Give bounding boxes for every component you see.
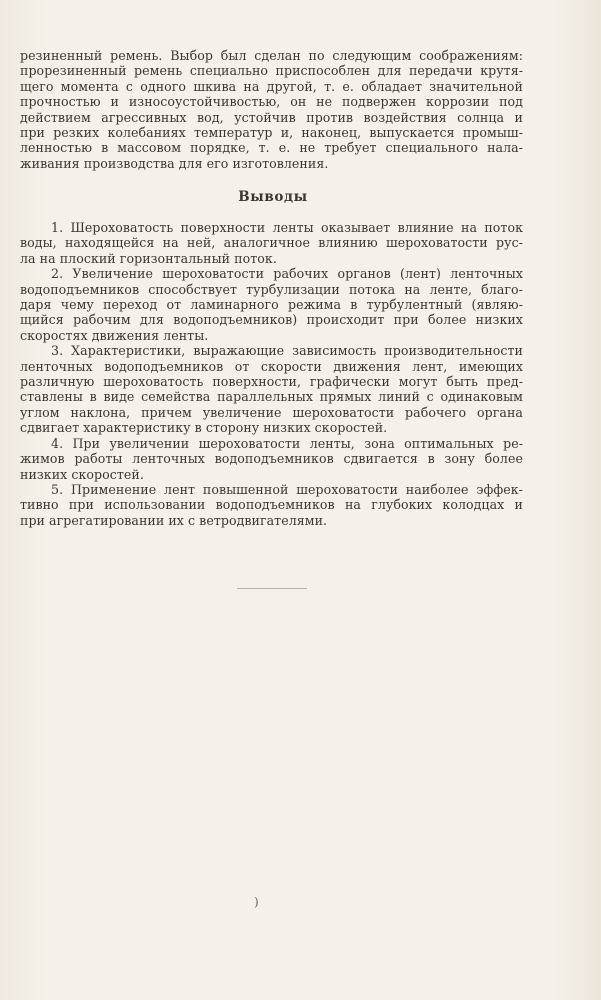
text-line: жимов работы ленточных водоподъемников сдвигается в зону более bbox=[20, 451, 523, 467]
text-line: низких скоростей. bbox=[20, 466, 144, 482]
text-line: ленностью в массовом порядке, т. е. не требует специального нала- bbox=[20, 140, 523, 156]
text-line: ставлены в виде семейства параллельных прямых линий с одинаковым bbox=[20, 389, 523, 405]
conclusion-item-3 bbox=[20, 343, 523, 435]
conclusions-list bbox=[20, 220, 523, 528]
text-line: резиненный ремень. Выбор был сделан по следующим соображениям: bbox=[20, 48, 523, 63]
intro-paragraph bbox=[20, 48, 523, 171]
text-line: при агрегатировании их с ветродвигателями. bbox=[20, 512, 328, 528]
text-line: водоподъемников способствует турбулизации потока на ленте, благо- bbox=[20, 281, 523, 297]
text-line: даря чему переход от ламинарного режима в турбулентный (являю- bbox=[20, 297, 523, 313]
section-divider bbox=[237, 588, 307, 589]
conclusion-item-1 bbox=[20, 220, 523, 266]
text-line: прорезиненный ремень специально приспособлен для передачи крутя- bbox=[20, 63, 523, 79]
text-line: при резких колебаниях температур и, наконец, выпускается промыш- bbox=[20, 125, 523, 141]
text-line: ла на плоский горизонтальный поток. bbox=[20, 250, 277, 266]
conclusion-item-2 bbox=[20, 266, 523, 343]
text-line: прочностью и износоустойчивостью, он не подвержен коррозии под bbox=[20, 94, 523, 110]
text-line: живания производства для его изготовления. bbox=[20, 155, 329, 171]
conclusion-item-4 bbox=[20, 436, 523, 482]
page-folio-mark: ) bbox=[254, 895, 259, 909]
conclusion-item-5 bbox=[20, 482, 523, 528]
text-line: 1. Шероховатость поверхности ленты оказывает влияние на поток bbox=[51, 220, 523, 235]
text-line: 2. Увеличение шероховатости рабочих органов (лент) ленточных bbox=[51, 266, 523, 282]
text-line: щийся рабочим для водоподъемников) происходит при более низких bbox=[20, 312, 523, 328]
text-line: ленточных водоподъемников от скорости движения лент, имеющих bbox=[20, 358, 523, 374]
text-line: углом наклона, причем увеличение шероховатости рабочего органа bbox=[20, 404, 523, 420]
text-line: 3. Характеристики, выражающие зависимость производительности bbox=[51, 343, 523, 359]
text-line: действием агрессивных вод, устойчив против воздействия солнца и bbox=[20, 109, 523, 125]
section-heading: Выводы bbox=[238, 189, 308, 205]
text-line: воды, находящейся на ней, аналогичное влиянию шероховатости рус- bbox=[20, 235, 523, 251]
text-line: 5. Применение лент повышенной шероховатости наиболее эффек- bbox=[51, 481, 523, 497]
text-line: скоростях движения ленты. bbox=[20, 327, 209, 343]
text-line: щего момента с одного шкива на другой, т. е. обладает значительной bbox=[20, 78, 523, 94]
text-line: тивно при использовании водоподъемников на глубоких колодцах и bbox=[20, 497, 523, 513]
text-line: 4. При увеличении шероховатости ленты, зона оптимальных ре- bbox=[51, 435, 523, 451]
text-line: различную шероховатость поверхности, графически могут быть пред- bbox=[20, 374, 523, 390]
text-line: сдвигает характеристику в сторону низких скоростей. bbox=[20, 420, 388, 436]
